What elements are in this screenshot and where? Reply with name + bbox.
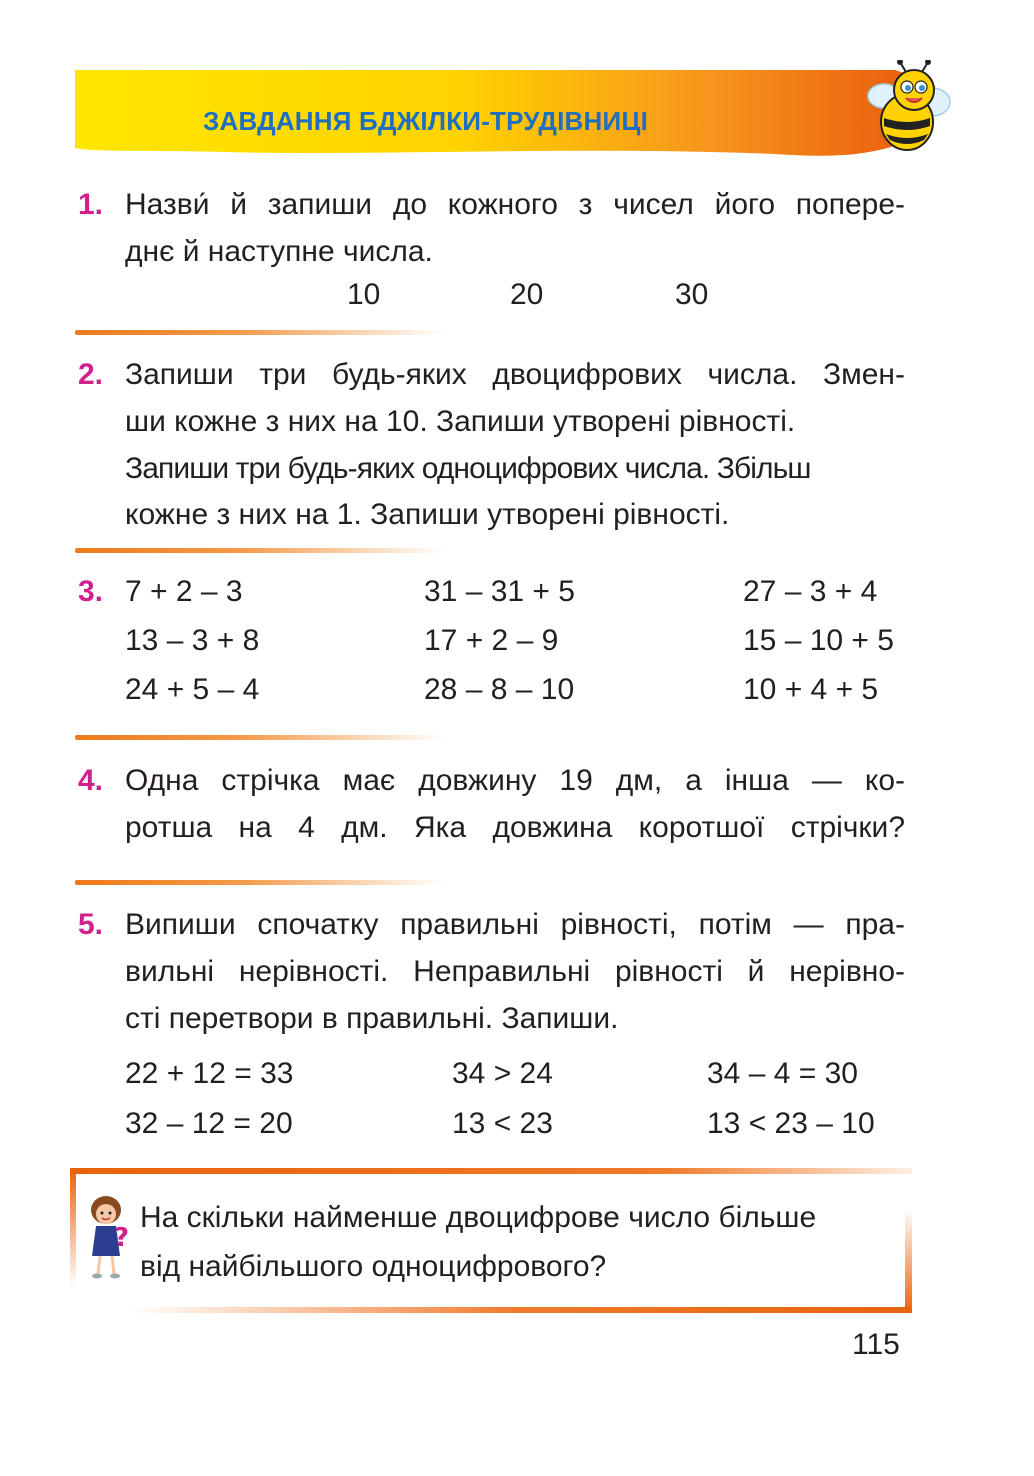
task-3-expression: 7 + 2 – 3	[125, 575, 243, 608]
task-2-line-3: Запиши три будь-яких одноцифрових числа. Збільш	[125, 452, 811, 485]
task-2-number: 2.	[78, 358, 104, 391]
task-1-number-a: 10	[347, 278, 381, 311]
task-3-expression: 17 + 2 – 9	[424, 624, 559, 657]
separator	[75, 330, 445, 335]
task-3-expression: 13 – 3 + 8	[125, 624, 260, 657]
task-4-number: 4.	[78, 764, 104, 797]
task-4-line-2: ротша на 4 дм. Яка довжина коротшої стрічки?	[125, 811, 905, 844]
task-3-expression: 24 + 5 – 4	[125, 673, 260, 706]
task-1-number: 1.	[78, 188, 104, 221]
task-3-expression: 31 – 31 + 5	[424, 575, 575, 608]
task-2-line-4: кожне з них на 1. Запиши утворені рівності.	[125, 498, 730, 531]
header-banner	[75, 68, 975, 168]
question-box-border-top	[70, 1168, 912, 1174]
task-5-statement: 13 < 23	[452, 1107, 553, 1140]
task-5-statement: 34 – 4 = 30	[707, 1057, 858, 1090]
task-5-line-3: сті перетвори в правильні. Запиши.	[125, 1002, 619, 1035]
task-5-statement: 13 < 23 – 10	[707, 1107, 875, 1140]
bee-icon	[862, 60, 952, 155]
separator	[75, 548, 445, 553]
task-1-number-b: 20	[510, 278, 544, 311]
task-1-line-1: Назви́ й запиши до кожного з чисел його попере-	[125, 188, 905, 221]
page-number: 115	[852, 1328, 900, 1361]
svg-text:?: ?	[114, 1223, 130, 1253]
separator	[75, 880, 445, 885]
task-5-statement: 32 – 12 = 20	[125, 1107, 293, 1140]
task-3-expression: 27 – 3 + 4	[743, 575, 878, 608]
task-3-expression: 28 – 8 – 10	[424, 673, 575, 706]
separator	[75, 735, 445, 740]
task-2-line-1: Запиши три будь-яких двоцифрових числа. Змен-	[125, 358, 905, 391]
task-5-line-2: вильні нерівності. Неправильні рівності й нерівно-	[125, 955, 905, 988]
question-line-2: від найбільшого одноцифрового?	[140, 1250, 607, 1283]
question-box-border-left	[70, 1168, 76, 1288]
task-1-number-c: 30	[675, 278, 709, 311]
task-4-line-1: Одна стрічка має довжину 19 дм, а інша — ко-	[125, 764, 905, 797]
task-3-number: 3.	[78, 575, 104, 608]
task-1-line-2: днє й наступне числа.	[125, 235, 433, 268]
girl-question-icon	[84, 1194, 132, 1282]
task-3-expression: 15 – 10 + 5	[743, 624, 894, 657]
task-5-number: 5.	[78, 908, 104, 941]
task-3-expression: 10 + 4 + 5	[743, 673, 879, 706]
banner-title: ЗАВДАННЯ БДЖІЛКИ-ТРУДІВНИЦІ	[203, 106, 648, 136]
task-5-statement: 22 + 12 = 33	[125, 1057, 294, 1090]
task-5-statement: 34 > 24	[452, 1057, 553, 1090]
question-line-1: На скільки найменше двоцифрове число більше	[140, 1201, 817, 1234]
task-5-line-1: Випиши спочатку правильні рівності, потім — пра-	[125, 908, 905, 941]
question-box	[70, 1168, 912, 1313]
question-box-border-right	[905, 1208, 912, 1313]
task-2-line-2: ши кожне з них на 10. Запиши утворені рівності.	[125, 405, 796, 438]
question-box-border-bottom	[130, 1307, 912, 1313]
